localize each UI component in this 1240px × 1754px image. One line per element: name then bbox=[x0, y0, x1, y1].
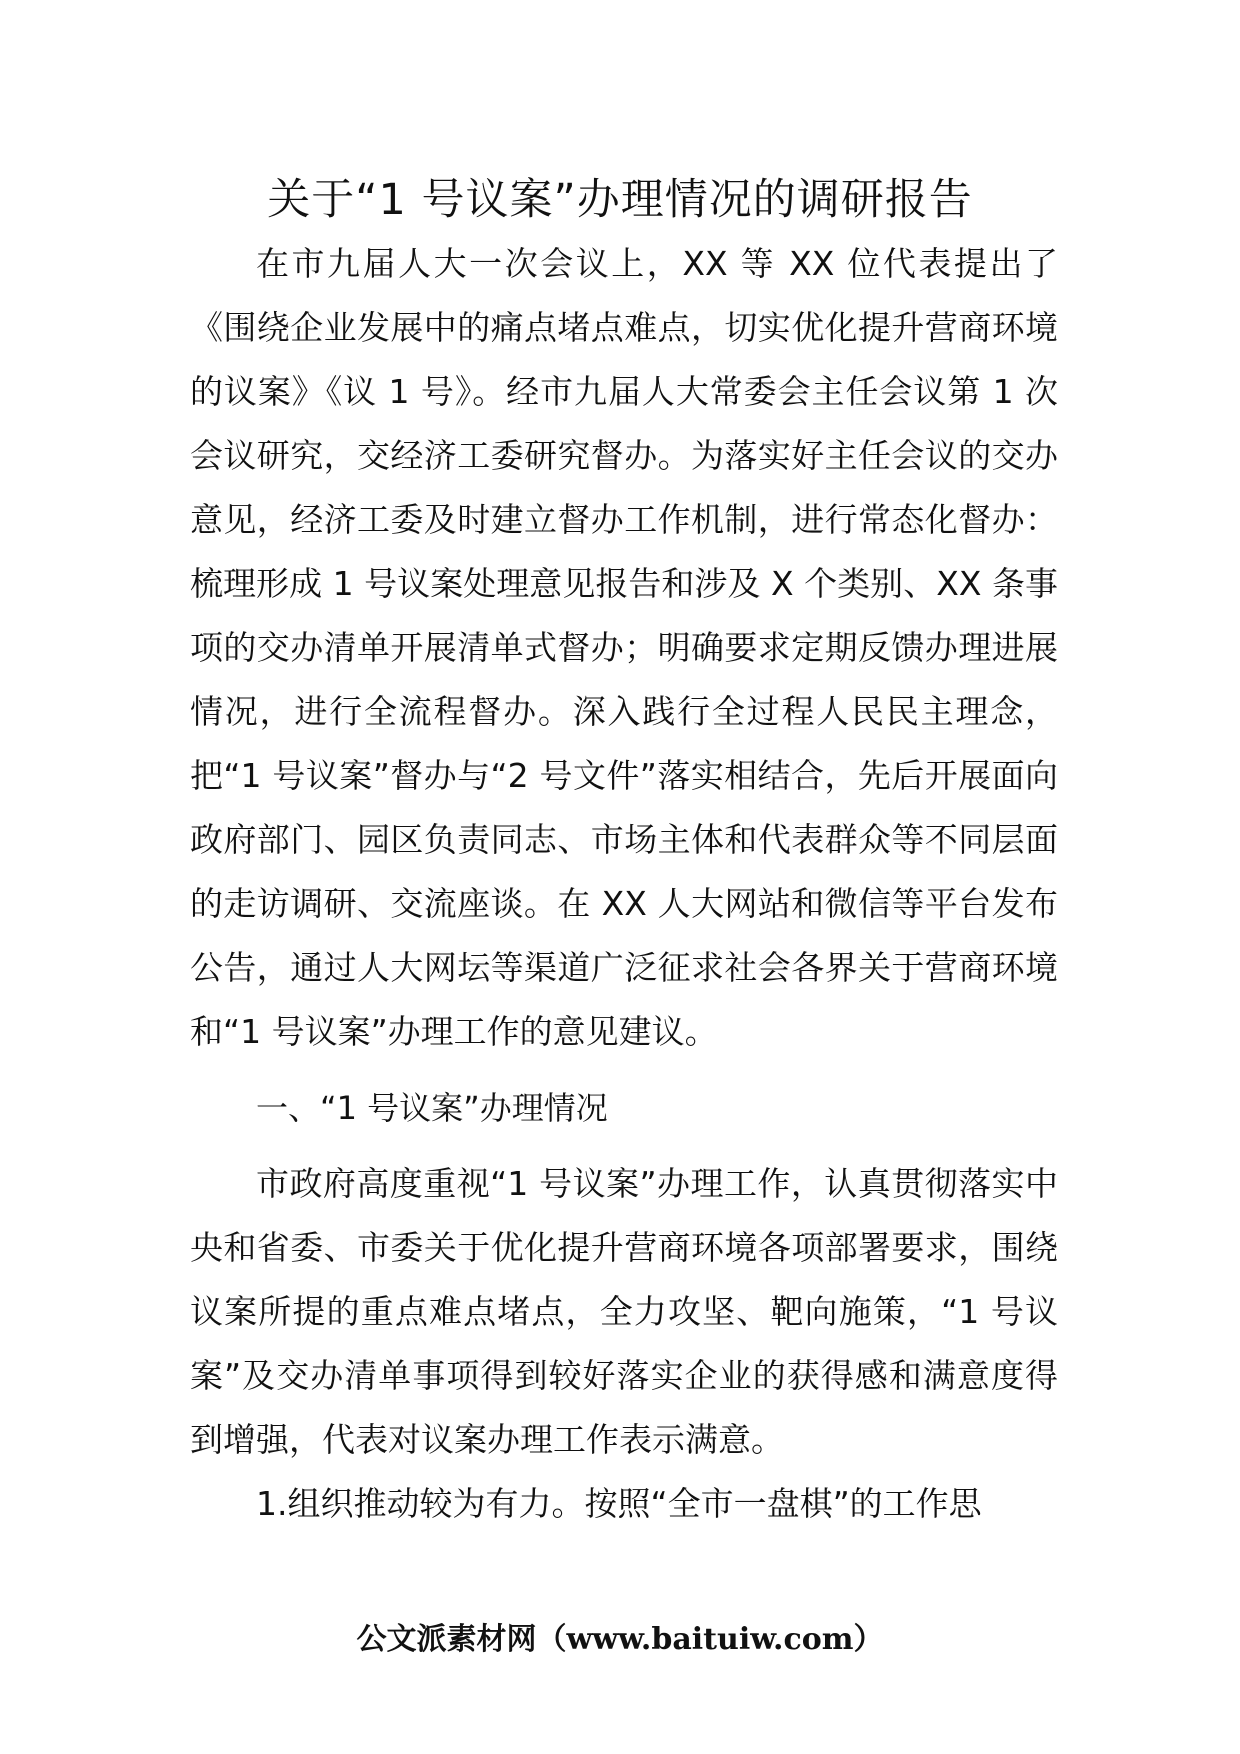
section-heading: 一、“1 号议案”办理情况 bbox=[256, 1089, 608, 1127]
intro-paragraph: 在市九届人大一次会议上，XX 等 XX 位代表提出了《围绕企业发展中的痛点堵点难点，切实优化提升营商环境的议案》《议 1 号》。经市九届人大常委会主任会议第 1 次会议研究，交经济工委研究督办。为落实好主任会议的交办意见，经济工委及时建立督办工作机制，进行常态化督办：梳理形成 1 号议案处理意见报告和涉及 X 个类别、XX 条事项的交办清单开展清单式督办；明确要求定期反馈办理进展情况，进行全流程督办。深入践行全过程人民民主理念，把“1 号议案”督办与“2 号文件”落实相结合，先后开展面向政府部门、园区负责同志、市场主体和代表群众等不同层面的走访调研、交流座谈。在 XX 人大网站和微信等平台发布公告，通过人大网坛等渠道广泛征求社会各界关于营商环境和“1 号议案”办理工作的意见建议。 bbox=[190, 244, 1058, 1051]
section-paragraph: 市政府高度重视“1 号议案”办理工作，认真贯彻落实中央和省委、市委关于优化提升营商环境各项部署要求，围绕议案所提的重点难点堵点，全力攻坚、靶向施策，“1 号议案”及交办清单事项得到较好落实企业的获得感和满意度得到增强，代表对议案办理工作表示满意。 bbox=[190, 1164, 1058, 1459]
document-title: 关于“1 号议案”办理情况的调研报告 bbox=[267, 175, 973, 225]
document-body bbox=[190, 232, 1058, 1536]
section-paragraph: 1.组织推动较为有力。按照“全市一盘棋”的工作思 bbox=[256, 1484, 982, 1523]
footer-watermark: 公文派素材网（www.baituiw.com） bbox=[356, 1622, 884, 1657]
